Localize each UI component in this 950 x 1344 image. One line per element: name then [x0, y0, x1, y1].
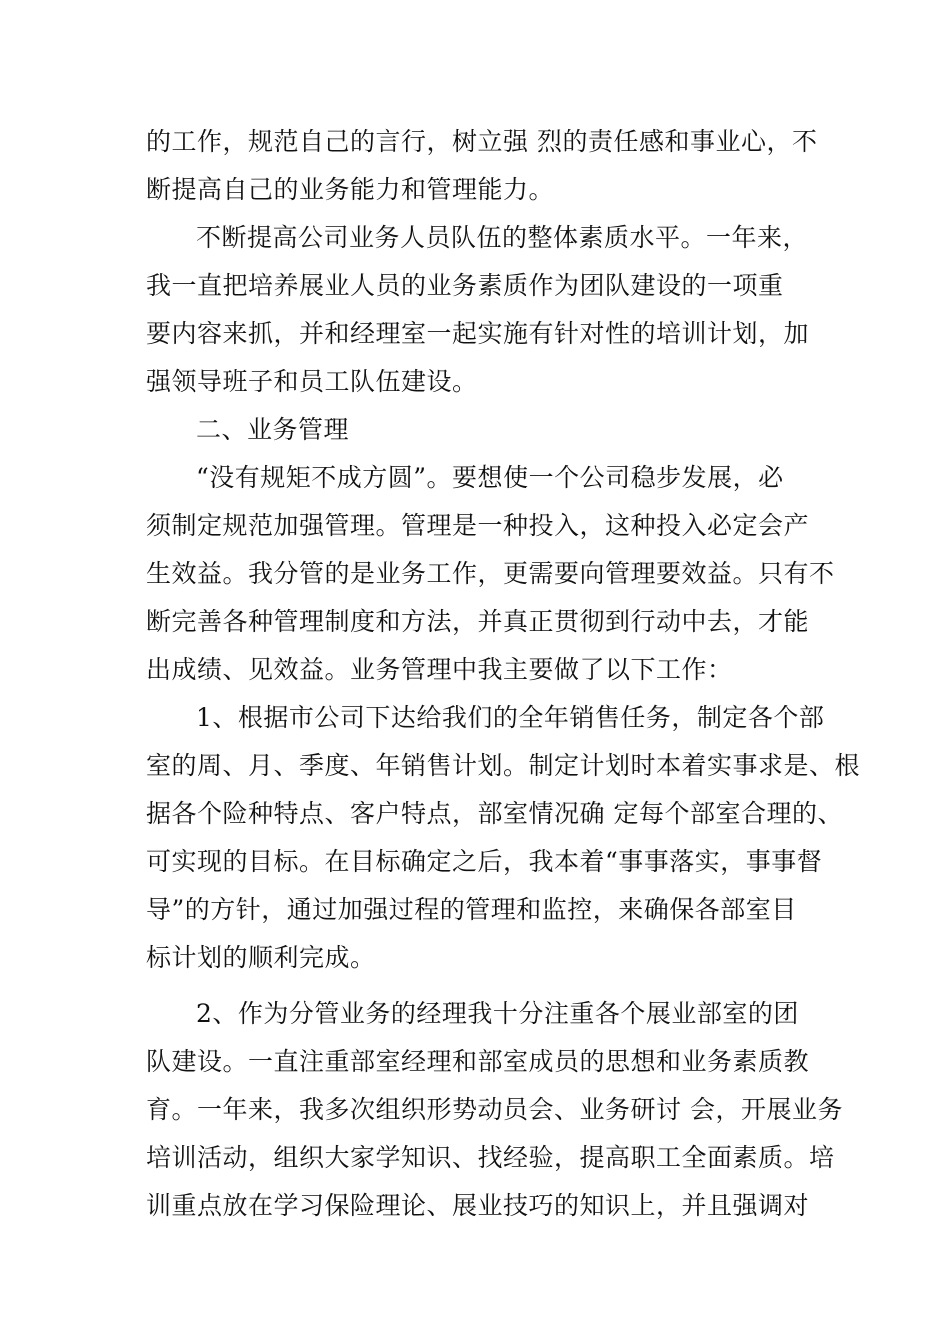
document-body: [146, 118, 861, 1230]
list-item-1-start: 1、根据市公司下达给我们的全年销售任务，制定各个部: [196, 703, 825, 732]
text-line: 培训活动，组织大家学知识、找经验，提高职工全面素质。培: [146, 1143, 835, 1172]
text-line: 室的周、月、季度、年销售计划。制定计划时本着实事求是、根: [146, 751, 861, 780]
text-line: 出成绩、见效益。业务管理中我主要做了以下工作：: [146, 655, 733, 684]
text-line: 断提高自己的业务能力和管理能力。: [146, 175, 555, 204]
section-heading: 二、业务管理: [196, 415, 350, 444]
list-item-2-start: 2、作为分管业务的经理我十分注重各个展业部室的团: [196, 999, 799, 1028]
paragraph-start: 不断提高公司业务人员队伍的整体素质水平。一年来，: [196, 223, 809, 252]
text-line: 的工作，规范自己的言行，树立强 烈的责任感和事业心，不: [146, 127, 818, 156]
paragraph-start: “没有规矩不成方圆”。要想使一个公司稳步发展，必: [196, 463, 784, 492]
text-line: 生效益。我分管的是业务工作，更需要向管理要效益。只有不: [146, 559, 835, 588]
text-line: 须制定规范加强管理。管理是一种投入，这种投入必定会产: [146, 511, 810, 540]
text-line: 断完善各种管理制度和方法，并真正贯彻到行动中去，才能: [146, 607, 810, 636]
text-line: 据各个险种特点、客户特点，部室情况确 定每个部室合理的、: [146, 799, 843, 828]
text-line: 导”的方针，通过加强过程的管理和监控，来确保各部室目: [146, 895, 797, 924]
text-line: 训重点放在学习保险理论、展业技巧的知识上，并且强调对: [146, 1191, 810, 1220]
text-line: 强领导班子和员工队伍建设。: [146, 367, 478, 396]
text-line: 标计划的顺利完成。: [146, 943, 376, 972]
text-line: 要内容来抓，并和经理室一起实施有针对性的培训计划，加: [146, 319, 810, 348]
text-line: 可实现的目标。在目标确定之后，我本着“事事落实，事事督: [146, 847, 823, 876]
paragraph-gap: [146, 982, 826, 990]
text-line: 队建设。一直注重部室经理和部室成员的思想和业务素质教: [146, 1047, 810, 1076]
text-line: 育。一年来，我多次组织形势动员会、业务研讨 会，开展业务: [146, 1095, 843, 1124]
text-line: 我一直把培养展业人员的业务素质作为团队建设的一项重: [146, 271, 784, 300]
